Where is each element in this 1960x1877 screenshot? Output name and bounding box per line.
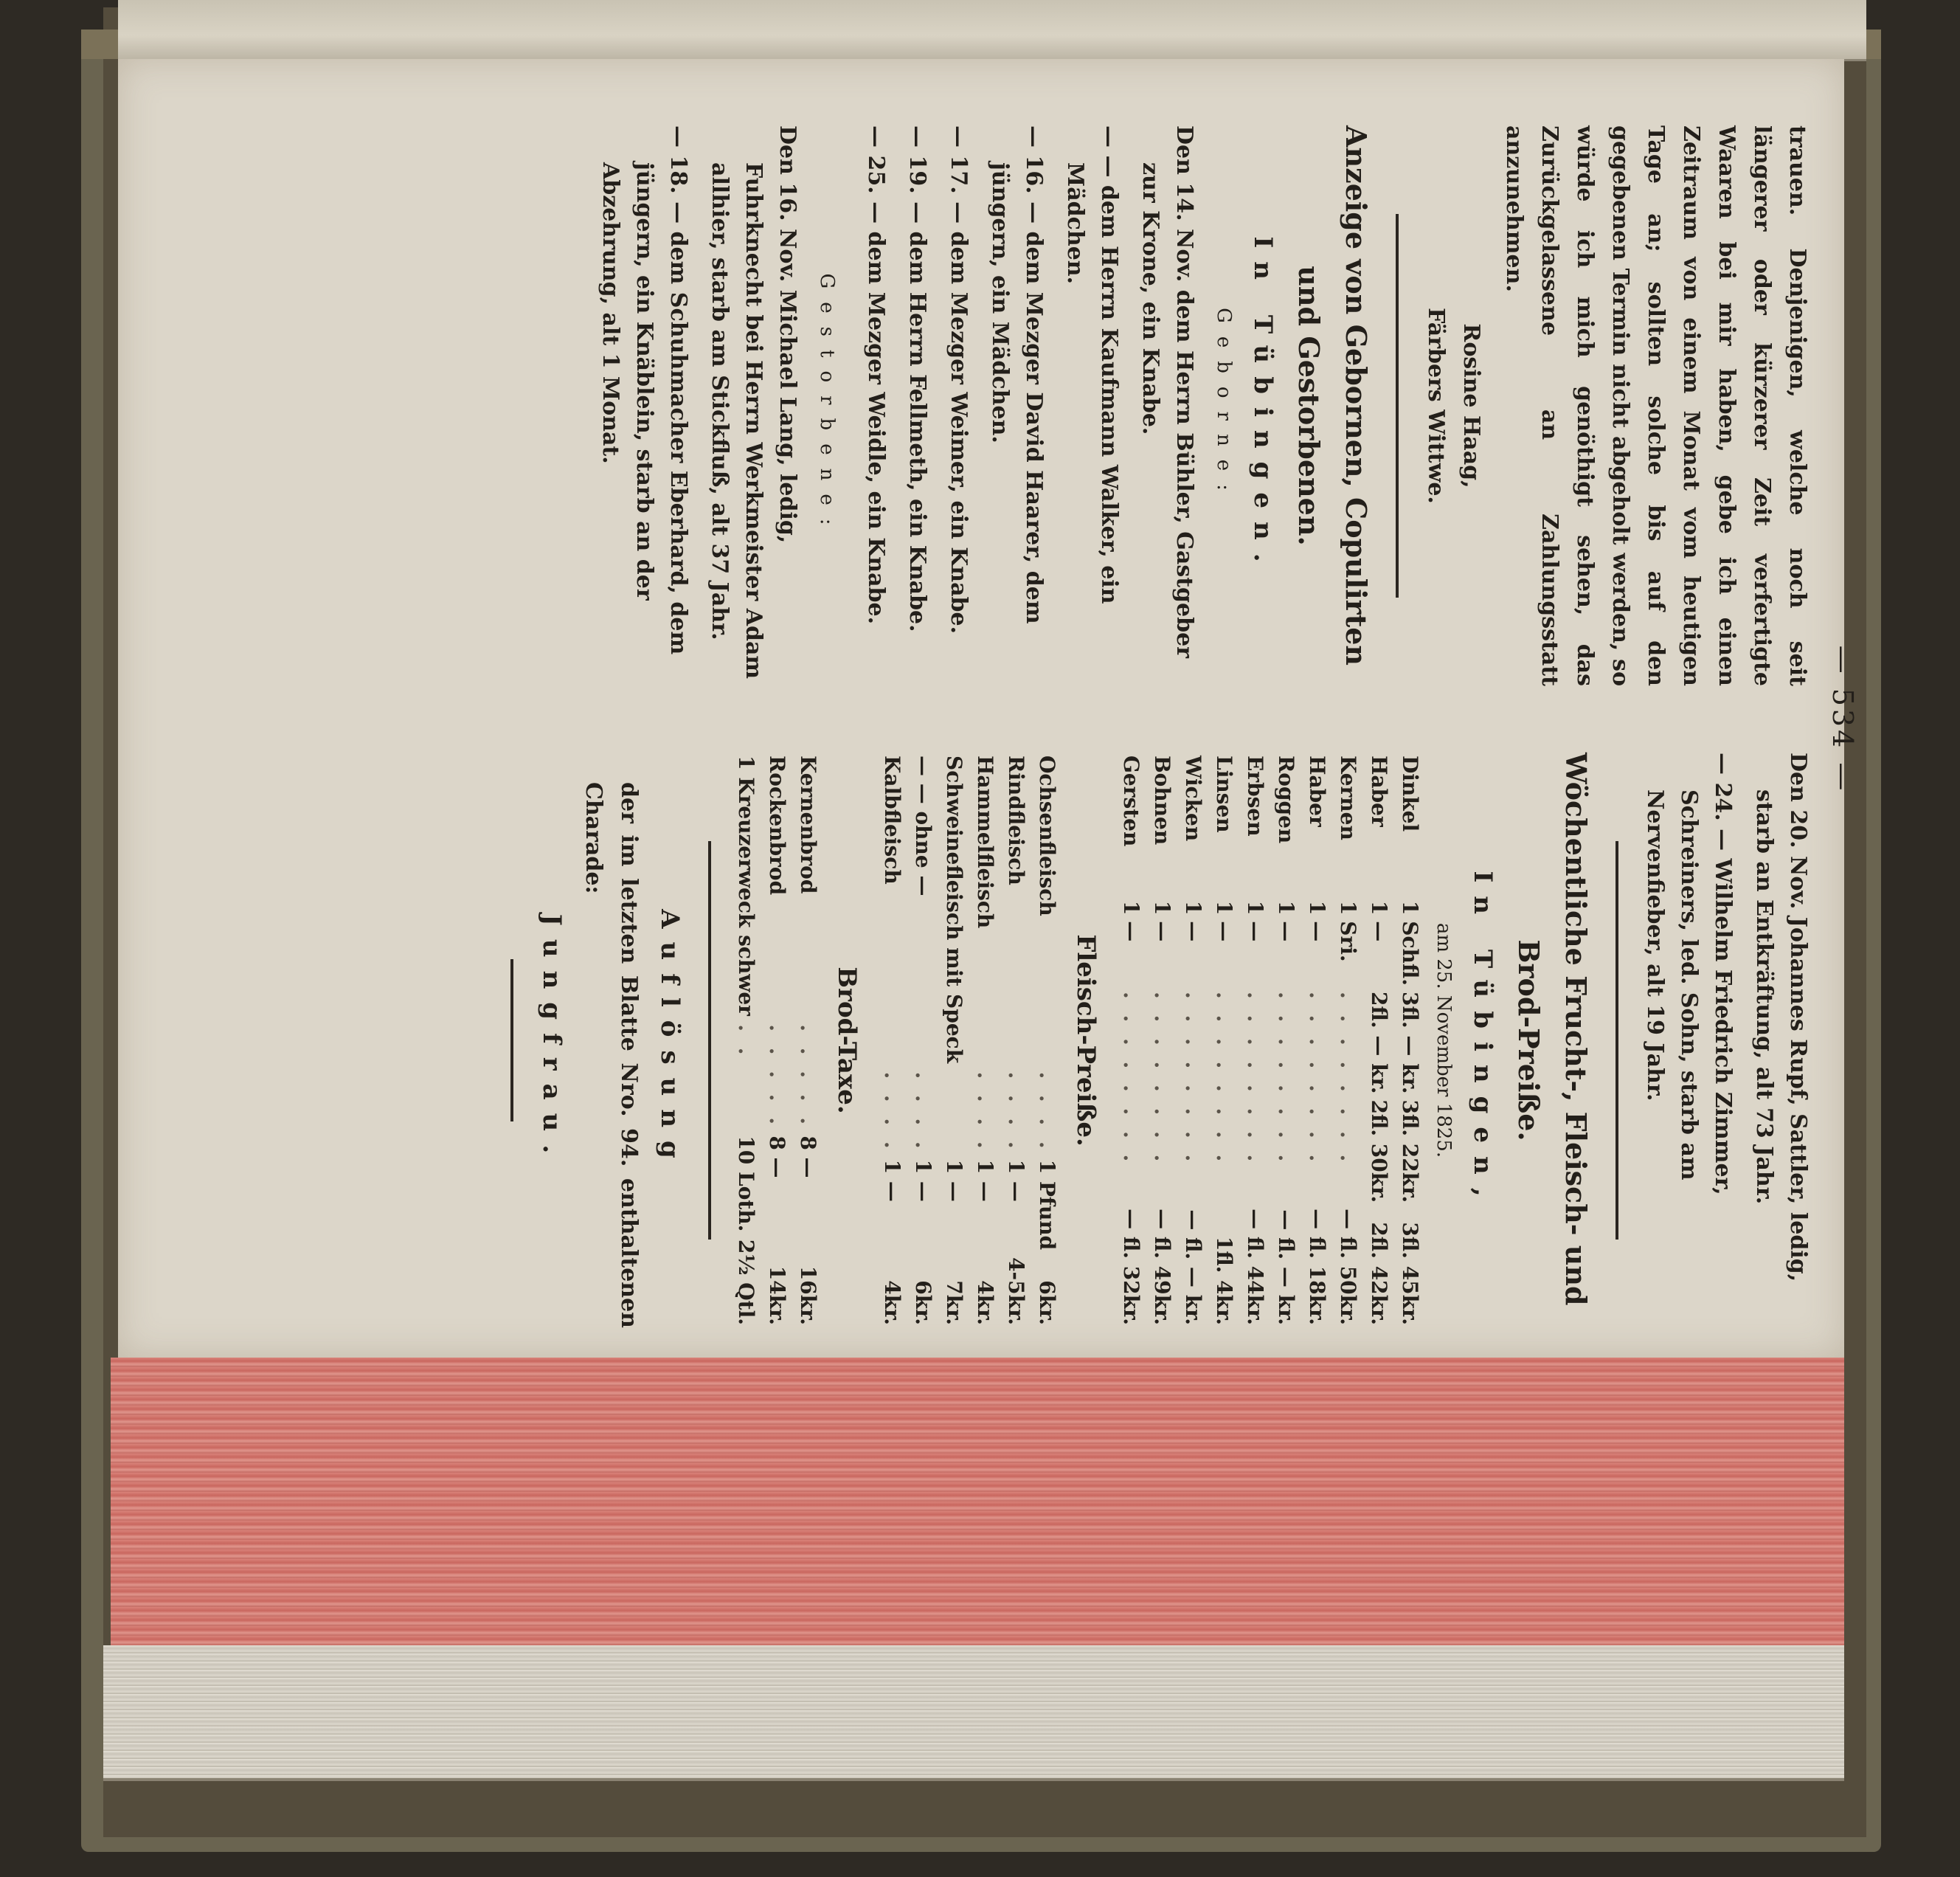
born-entry: — 16. — dem Mezger David Haarer, dem jüngern, ein Mädchen. [987,125,1047,624]
table-row: Kalbfleisch . . . . 1 — 4kr. [880,756,904,1325]
born-entry: Den 14. Nov. dem Herrn Bühler, Gastgeber zur Krone, ein Knabe. [1137,125,1197,658]
page-number: — 534 — [1826,645,1859,794]
died-entry: Den 20. Nov. Johannes Rupf, Sattler, ledig, starb an Entkräftung, alt 73 Jahr. [1751,753,1811,1282]
died-list-continued [1638,753,1815,1328]
signature [1418,125,1489,686]
signature-title: Färbers Wittwe. [1423,308,1449,504]
meat-heading: Fleisch-Preiße. [1071,934,1101,1147]
born-entry: — 25. — dem Mezger Weidle, ein Knabe. [863,125,889,625]
table-row: Kernenbrod . . . . . 8 — 16kr. [796,756,820,1325]
table-row: Linsen 1 — . . . . . . . . 1fl. 4kr. [1212,756,1236,1325]
prices-heading: Wöchentliche Frucht-, Fleisch- und [1559,753,1593,1306]
table-row: Haber 1 — 2fl. — kr. 2fl. 30kr. 2fl. 42kr. [1367,756,1391,1325]
table-row: Schweinefleisch mit Speck 1 — 7kr. [942,756,966,1325]
prices-place: In Tübingen, [1468,871,1497,1210]
red-page-edges [111,1358,1844,1653]
section-divider [1396,214,1399,598]
grain-price-table [1115,753,1425,1328]
section-heading-cont: und Gestorbenen. [1292,266,1326,546]
facing-page-edge [118,0,1866,61]
died-heading: Gestorbene: [816,273,838,539]
died-entry: — 18. — dem Schuhmacher Eberhard, dem jüngern, ein Knäblein, starb an der Abzehrung, alt 1 Monat. [598,125,691,655]
page-text [96,96,1859,1343]
meat-price-table [876,753,1062,1328]
table-row: Haber 1 — . . . . . . . . — fl. 18kr. [1305,756,1329,1325]
prices-heading-cont: Brod-Preiße. [1512,939,1545,1141]
table-row: Dinkel 1 Schfl. 3fl. — kr. 3fl. 22kr. 3fl. 45kr. [1398,756,1422,1325]
table-row: — — ohne — . . . . 1 — 6kr. [911,756,935,1325]
section-divider [708,841,711,1240]
table-row: Hammelfleisch . . . . 1 — 4kr. [973,756,997,1325]
section-divider [1616,841,1618,1240]
born-list [859,125,1201,686]
born-entry: — 19. — dem Herrn Fellmeth, ein Knabe. [904,125,930,632]
table-row: Bohnen 1 — . . . . . . . . — fl. 49kr. [1150,756,1174,1325]
table-row: Ochsenfleisch . . . . 1 Pfund 6kr. [1035,756,1059,1325]
prices-date: am 25. November 1825. [1433,922,1455,1158]
table-row: Wicken 1 — . . . . . . . . — fl. — kr. [1181,756,1205,1325]
solution-text: der im letzten Blatte Nro. 94. enthaltenen Charade: [581,782,642,1328]
table-row: 1 Kreuzerweck schwer . . 10 Loth. 2½ Qtl. [734,756,758,1325]
born-entry: — — dem Herrn Kaufmann Walker, ein Mädchen. [1062,125,1122,604]
page-edges [103,1645,1844,1781]
intro-paragraph: trauen. Denjenigen, welche noch seit längerer oder kürzerer Zeit verfertigte Waaren bei mir haben, gebe ich einen Zeitraum von einem Monat vom heutigen Tage an; sollten solche bis auf den gegebenen Termin nicht abgeholt werden, so würde ich mich genöthigt sehen, das Zurückgelassene an Zahlungsstatt anzunehmen. [1501,125,1810,686]
died-list [593,125,804,686]
table-row: Erbsen 1 — . . . . . . . . — fl. 44kr. [1243,756,1267,1325]
section-heading: Anzeige von Gebornen, Copulirten [1340,125,1373,666]
left-column [96,125,1815,686]
place-heading: In Tübingen. [1248,236,1278,575]
solution-heading: Auflösung [655,909,685,1172]
born-heading: Geborne: [1213,308,1235,504]
signature-name: Rosine Haag, [1458,323,1484,488]
end-divider [510,959,513,1121]
bread-price-table [730,753,823,1328]
died-entry: Den 16. Nov. Michael Lang, ledig, Fuhrknecht bei Herrn Werkmeister Adam allhier, starb am Stickfluß, alt 37 Jahr. [707,125,800,680]
born-entry: — 17. — dem Mezger Weimer, ein Knabe. [946,125,972,635]
bread-heading: Brod-Taxe. [832,967,862,1114]
table-row: Gersten 1 — . . . . . . . . — fl. 32kr. [1119,756,1143,1325]
died-entry: — 24. — Wilhelm Friedrich Zimmer, Schreiners, led. Sohn, starb am Nervenfieber, alt 19 Jahr. [1642,753,1736,1195]
table-row: Rockenbrod . . . . . 8 — 14kr. [765,756,789,1325]
right-column [96,753,1815,1328]
table-row: Rindfleisch . . . . 1 — 4-5kr. [1004,756,1028,1325]
solution-answer: Jungfrau. [537,913,567,1167]
table-row: Roggen 1 — . . . . . . . . — fl. — kr. [1274,756,1298,1325]
table-row: Kernen 1 Sri. . . . . . . . . — fl. 50kr. [1336,756,1360,1325]
